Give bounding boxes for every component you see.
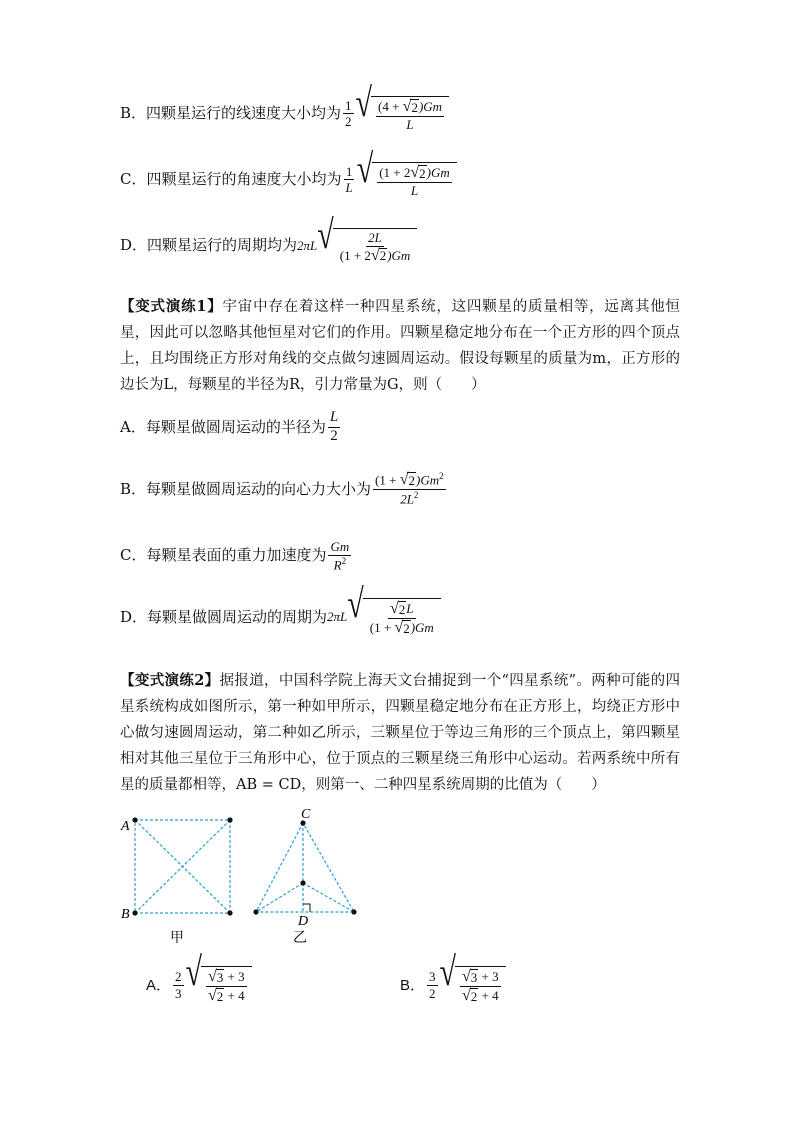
ex2-option-b bbox=[400, 950, 506, 1004]
vertex-label-c: C bbox=[301, 807, 311, 822]
radicand-fraction: (1 + 2 √ 2 )Gm L bbox=[379, 164, 450, 198]
coefficient-fraction: $\frac{1}{L}$ bbox=[345, 163, 353, 196]
four-star-figure bbox=[110, 800, 380, 950]
radicand-fraction: √ 3 + 3 √ 2 + 4 bbox=[207, 968, 245, 1004]
vertex-label-b: B bbox=[121, 907, 130, 922]
ex1-option-c bbox=[120, 540, 353, 572]
star-dot bbox=[351, 909, 356, 914]
vertex-label-d: D bbox=[298, 914, 309, 929]
radical: √ (4 + √ 2 )Gm L bbox=[356, 96, 450, 132]
ex1-option-d bbox=[120, 582, 441, 636]
coefficient-fraction: $\frac{3}{2}$ bbox=[429, 968, 436, 1001]
prev-option-c bbox=[120, 146, 457, 198]
option-label: B．每颗星做圆周运动的向心力大小为 bbox=[120, 479, 372, 498]
radical: √ (1 + 2 √ 2 )Gm L bbox=[357, 162, 457, 198]
coefficient: 2πL bbox=[297, 237, 318, 253]
star-dot bbox=[227, 817, 232, 822]
option-label: A．每颗星做圆周运动的半径为 bbox=[120, 417, 326, 436]
prev-option-d bbox=[120, 212, 417, 264]
answer-fraction: (1 + √ 2 )Gm$^2$ $2L^2$ bbox=[375, 471, 444, 507]
triangle-outline bbox=[256, 823, 354, 912]
exercise-1-text: 宇宙中存在着这样一种四星系统，这四颗星的质量相等，远离其他恒星，因此可以忽略其他恒星对它们的作用。四颗星稳定地分布在一个正方形的四个顶点上，且均围绕正方形对角线的交点做匀速圆周运动。假设每颗星的质量为m，正方形的边长为L，每颗星的半径为R，引力常量为G，则（ ） bbox=[120, 299, 680, 393]
exercise-1-stem bbox=[120, 294, 680, 398]
caption-yi: 乙 bbox=[293, 930, 307, 946]
option-label: A． bbox=[146, 976, 172, 994]
radical: √ 2L (1 + 2 √ 2 )Gm bbox=[317, 228, 417, 264]
option-label: C．每颗星表面的重力加速度为 bbox=[120, 546, 327, 565]
radical: √ √ 3 + 3 √ 2 + 4 bbox=[440, 966, 506, 1004]
star-dot bbox=[132, 817, 137, 822]
radical: √ √ 3 + 3 √ 2 + 4 bbox=[186, 966, 252, 1004]
answer-fraction: $\frac{Gm}{R^2}$ bbox=[330, 539, 350, 572]
option-label: B．四颗星运行的线速度大小均为 bbox=[120, 104, 342, 123]
option-label: D．每颗星做圆周运动的周期为 bbox=[120, 607, 328, 626]
ex1-option-a bbox=[120, 410, 342, 445]
square-system-diagram bbox=[120, 817, 233, 946]
star-dot bbox=[227, 910, 232, 915]
option-label: D．四颗星运行的周期均为 bbox=[120, 236, 298, 255]
coefficient-fraction: $\frac{1}{2}$ bbox=[345, 97, 352, 130]
radicand-fraction: 2L (1 + 2 √ 2 )Gm bbox=[339, 230, 411, 264]
star-dot bbox=[253, 909, 258, 914]
exercise-2-stem bbox=[120, 668, 680, 798]
exercise-2-text: 据报道，中国科学院上海天文台捕捉到一个“四星系统”。两种可能的四星系统构成如图所示，第一种如甲所示，四颗星稳定地分布在正方形上，均绕正方形中心做匀速圆周运动，第二种如乙所示，三颗星位于等边三角形的三个顶点上，第四颗星相对其他三星位于三角形中心，位于顶点的三颗星绕三角形中心运动。若两系统中所有星的质量都相等，AB = CD，则第一、二种四星系统周期的比值为（ ） bbox=[120, 673, 680, 793]
radicand-fraction: √ 2 L (1 + √ 2 )Gm bbox=[369, 600, 434, 636]
star-dot bbox=[132, 910, 137, 915]
exercise-2-tag: 【变式演练2】 bbox=[120, 672, 220, 689]
radicand-fraction: (4 + √ 2 )Gm L bbox=[378, 98, 443, 132]
ex1-option-b bbox=[120, 472, 448, 506]
center-line bbox=[256, 883, 303, 912]
exercise-1-tag: 【变式演练1】 bbox=[120, 298, 223, 315]
right-angle-mark bbox=[303, 904, 310, 912]
option-label: C．四颗星运行的角速度大小均为 bbox=[120, 170, 342, 189]
triangle-system-diagram bbox=[253, 807, 356, 946]
ex2-option-a bbox=[146, 950, 252, 1004]
option-label: B． bbox=[400, 976, 426, 994]
answer-fraction: $\frac{L}{2}$ bbox=[329, 409, 339, 444]
star-dot bbox=[300, 880, 305, 885]
prev-option-b bbox=[120, 80, 449, 132]
coefficient-fraction: $\frac{2}{3}$ bbox=[175, 968, 182, 1001]
radical: √ √ 2 L (1 + √ 2 )Gm bbox=[347, 598, 441, 636]
radicand-fraction: √ 3 + 3 √ 2 + 4 bbox=[461, 968, 499, 1004]
vertex-label-a: A bbox=[121, 819, 130, 834]
diagonal-line bbox=[135, 820, 230, 913]
coefficient: 2πL bbox=[327, 609, 348, 624]
caption-jia: 甲 bbox=[170, 930, 184, 946]
